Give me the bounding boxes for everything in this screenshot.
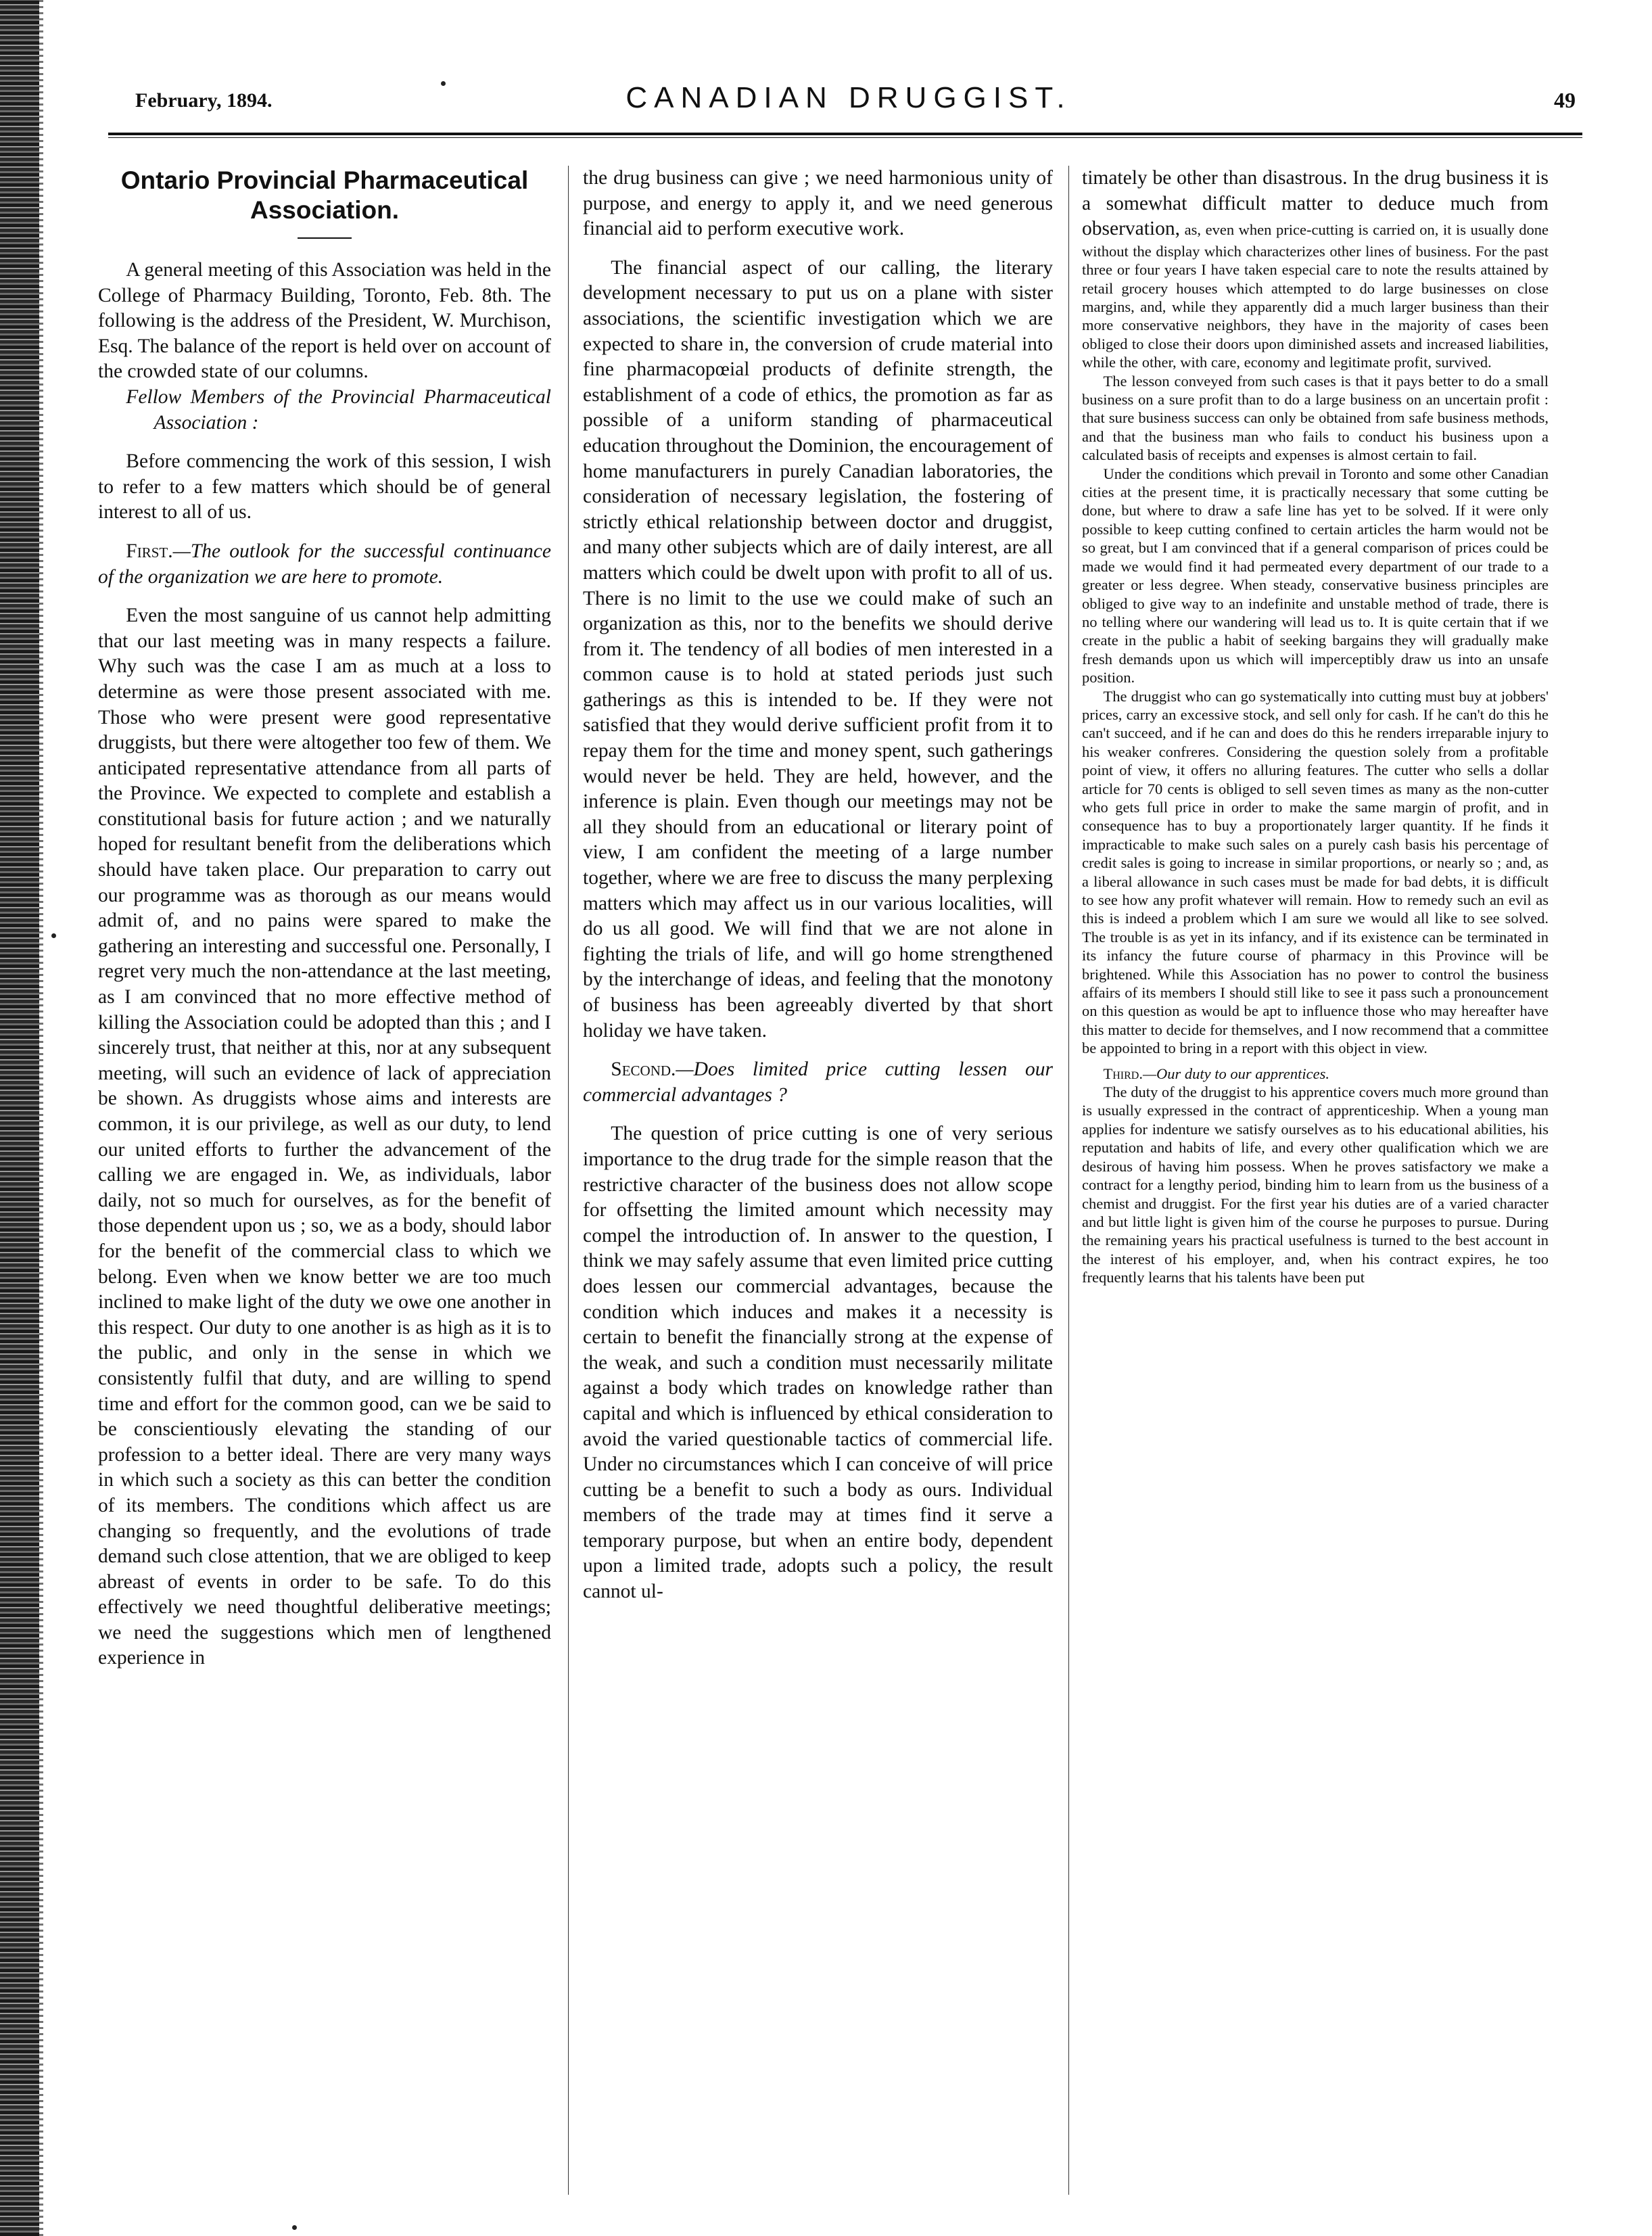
section-label: Second. [611,1058,676,1081]
section-label: First. [126,540,173,562]
section-title: —The outlook for the successful continuance of the organization we are here to promote. [98,540,551,588]
paragraph: Even the most sanguine of us cannot help admitting that our last meeting was in many respects a failure. Why such was the case I am as much at a loss to determine as were those present associated with me. Those who were present were good representative druggists, but there were altogether too few of them. We anticipated representative attendance from all parts of the Province. We expected to complete and establish a constitutional basis for future action ; and we naturally hoped for resultant benefit from the deliberations which should have taken place. Our preparation to carry out our programme was as thorough as our means would admit of, and no pains were spared to make the gathering an interesting and successful one. Personally, I regret very much the non-attendance at the last meeting, as I am convinced that no more effective method of killing the Association could be adopted than this ; and I sincerely trust, that neither at this, nor at any subsequent meeting, will such an evidence of lack of appreciation be shown. As druggists whose aims and interests are common, it is our privilege, as well as our duty, to lend our united efforts to further the advancement of the calling we are engaged in. We, as individuals, labor daily, not so much for ourselves, as for the benefit of those dependent upon us ; so, we as a body, should labor for the benefit of the commercial class to which we belong. Even when we know better we are too much inclined to make light of the duty we owe one another in this respect. Our duty to one another is as high as it is to the public, and only in the sense in which we consistently fulfil that duty, and are willing to spend time and effort for the common good, can we be said to be conscientiously elevating the standing of our profession to a better ideal. There are very many ways in which such a society as this can better the condition of its members. The conditions which affect us are changing so frequently, and the evolutions of trade demand such close attention, that we are obliged to keep abreast of events in order to be safe. To do this effectively we need thoughtful deliberative meetings; we need the suggestions which men of lengthened experience in [98,605,551,1669]
column-1 [98,166,551,2195]
section-heading-first [98,539,551,590]
paragraph: The financial aspect of our calling, the literary development necessary to put us on a plane with sister associations, the scientific investigation which we are expected to share in, the conversion of crude material into fine pharmacopœial products of definite strength, the establishment of a code of ethics, the promotion as far as possible of a uniform standing of pharmaceutical education throughout the Dominion, the encouragement of home manufacturers in purely Canadian laboratories, the consideration of necessary legislation, the fostering of strictly ethical relationship between doctor and druggist, and many other subjects which are of daily interest, are all matters which could be dwelt upon with profit to all of us. There is no limit to the use we could make of such an organization as this, nor to the benefits we should derive from it. The tendency of all bodies of men interested in a common cause is to hold at stated periods just such gatherings as this is intended to be. If they were not satisfied that they would derive sufficient profit from it to repay them for the time and money spent, such gatherings would never be held. They are held, however, and the inference is plain. Even though our meetings may not be all they should from an educational or literary point of view, I am confident the meeting of a large number together, where we are free to discuss the many perplexing matters which may affect us in our various localities, will do us all good. We will find that we are not alone in fighting the trials of life, and will go home strengthened by the interchange of ideas, and feeling that the monotony of business has been agreeably diverted by that short holiday we have taken. [583,256,1053,1042]
binding-edge [0,0,39,2236]
column-3 [1082,166,1549,2191]
header-rule-thin [108,137,1582,138]
paragraph: The question of price cutting is one of very serious importance to the drug trade for the simple reason that the restrictive character of the business does not allow scope for offsetting the limited amount which necessity may compel the introduction of. In answer to the question, I think we may safely assume that even limited price cutting does lessen our commercial advantages, because the condition which induces and makes it a necessity is certain to benefit the financially strong at the expense of the weak, and such a condition must necessarily militate against a body which trades on knowledge rather than capital and which is influenced by ethical consideration to avoid the varied questionable tactics of commercial life. Under no circumstances which I can conceive of will price cutting be a benefit to such a body as ours. Individual members of the trade may at times find it serve a temporary purpose, but when an entire body, dependent upon a limited trade, adopts such a policy, the result cannot ul- [583,1123,1053,1603]
salutation: Fellow Members of the Provincial Pharmaceutical Association : [126,386,551,434]
paragraph: The lesson conveyed from such cases is that it pays better to do a small business on a sure profit than to do a large business on an uncertain profit : that sure business success can only be obtained from safe business methods, and that the business man who fails to conduct his business upon a calculated basis of receipts and expenses is almost certain to fail. [1082,372,1549,464]
paragraph: Before commencing the work of this session, I wish to refer to a few matters which should be of general interest to all of us. [98,450,551,523]
column-divider [1068,166,1069,2195]
continued-text-small: as, even when price-cutting is carried on, it is usually done without the display which characterizes other lines of business. For the past three or four years I have taken especial care to note the results attained by retail grocery houses which attempted to do large businesses on close margins, and, while they apparently did a much larger business than their more conservative neighbors, they have in the majority of cases been obliged to close their doors upon diminished assets and increased liabilities, while the other, with care, economy and legitimate profit, survived. [1082,221,1549,371]
paragraph: The duty of the druggist to his apprentice covers much more ground than is usually expressed in the contract of apprenticeship. When a young man applies for indenture we satisfy ourselves as to his educational abilities, his reputation and habits of life, and every other qualification which we are desirous of having him possess. When he proves satisfactory we make a contract for a lengthy period, binding him to learn from us the business of a chemist and druggist. For the first year his duties are of a varied character and but little light is given him of the course he purposes to pursue. During the remaining years his practical usefulness is turned to the best account in the interest of his employer, and, when his contract expires, he too frequently learns that his talents have been put [1082,1084,1549,1286]
print-speck [292,2225,297,2230]
print-speck [51,933,56,938]
publication-title: CANADIAN DRUGGIST. [626,81,1072,114]
intro-paragraph: A general meeting of this Association was held in the College of Pharmacy Building, Toronto, Feb. 8th. The following is the address of the President, W. Murchison, Esq. The balance of the report is held over on account of the crowded state of our columns. [98,259,551,383]
column-divider [568,166,569,2195]
continued-text: timately be other than disastrous. In the drug business it is a somewhat difficult matter to deduce much from observation, [1082,167,1549,240]
header-rule [108,133,1582,135]
section-title: —Does limited price cutting lessen our commercial advantages ? [583,1058,1053,1106]
issue-date: February, 1894. [135,89,273,112]
paragraph: the drug business can give ; we need harmonious unity of purpose, and energy to apply it, and we need generous financial aid to perform executive work. [583,167,1053,240]
article-title: Ontario Provincial Pharmaceutical Association. [120,166,529,224]
paragraph: The druggist who can go systematically into cutting must buy at jobbers' prices, carry an excessive stock, and sell only for cash. If he can't do this he can't succeed, and if he can and does do this he renders irreparable injury to his weaker confreres. Considering the question solely from a profitable point of view, it offers no alluring features. The cutter who sells a dollar article for 70 cents is obliged to sell seven times as many as the non-cutter who gets full price in order to make the same margin of profit, and in consequence has to buy a proportionately larger quantity. If he finds it impracticable to make such sales on a purely cash basis his percentage of credit sales is going to increase in similar proportions, or nearly so ; and, as a liberal allowance in such cases must be made for bad debts, it is difficult to see how any profit whatever will remain. How to remedy such an evil as this is indeed a problem which I am sure we would all like to see solved. The trouble is as yet in its infancy, and if its existence can be terminated in its infancy the future course of pharmacy in this Province will be brightened. While this Association has no power to control the business affairs of its members I should still like to see it pass such a pronouncement on this question as would be apt to influence those who may hereafter have this matter to decide for themselves, and I now recommend that a committee be appointed to bring in a report with this object in view. [1082,687,1549,1057]
paragraph: Under the conditions which prevail in Toronto and some other Canadian cities at the present time, it is practically necessary that some cutting be done, but where to draw a safe line has yet to be solved. If it were only possible to keep cutting confined to certain articles the harm would not be so great, but I am convinced that if a general comparison of prices could be made we would find it had permeated every department of our trade to a greater or less degree. When steady, conservative business principles are obliged to give way to an indefinite and unstable method of trade, there is no telling where our wandering will lead us to. It is quite certain that if we create in the public a habit of seeking bargains they will gradually make fresh demands upon us which will imperceptibly draw us into an unsafe position. [1082,465,1549,686]
section-title: —Our duty to our apprentices. [1142,1065,1330,1082]
section-label: Third. [1103,1065,1143,1082]
page-number: 49 [1554,88,1576,112]
section-heading-third [1082,1065,1549,1083]
section-heading-second [583,1057,1053,1108]
paragraph-continued [1082,166,1549,372]
column-2 [583,166,1053,2195]
title-rule [298,237,352,239]
page-header [95,81,1603,119]
